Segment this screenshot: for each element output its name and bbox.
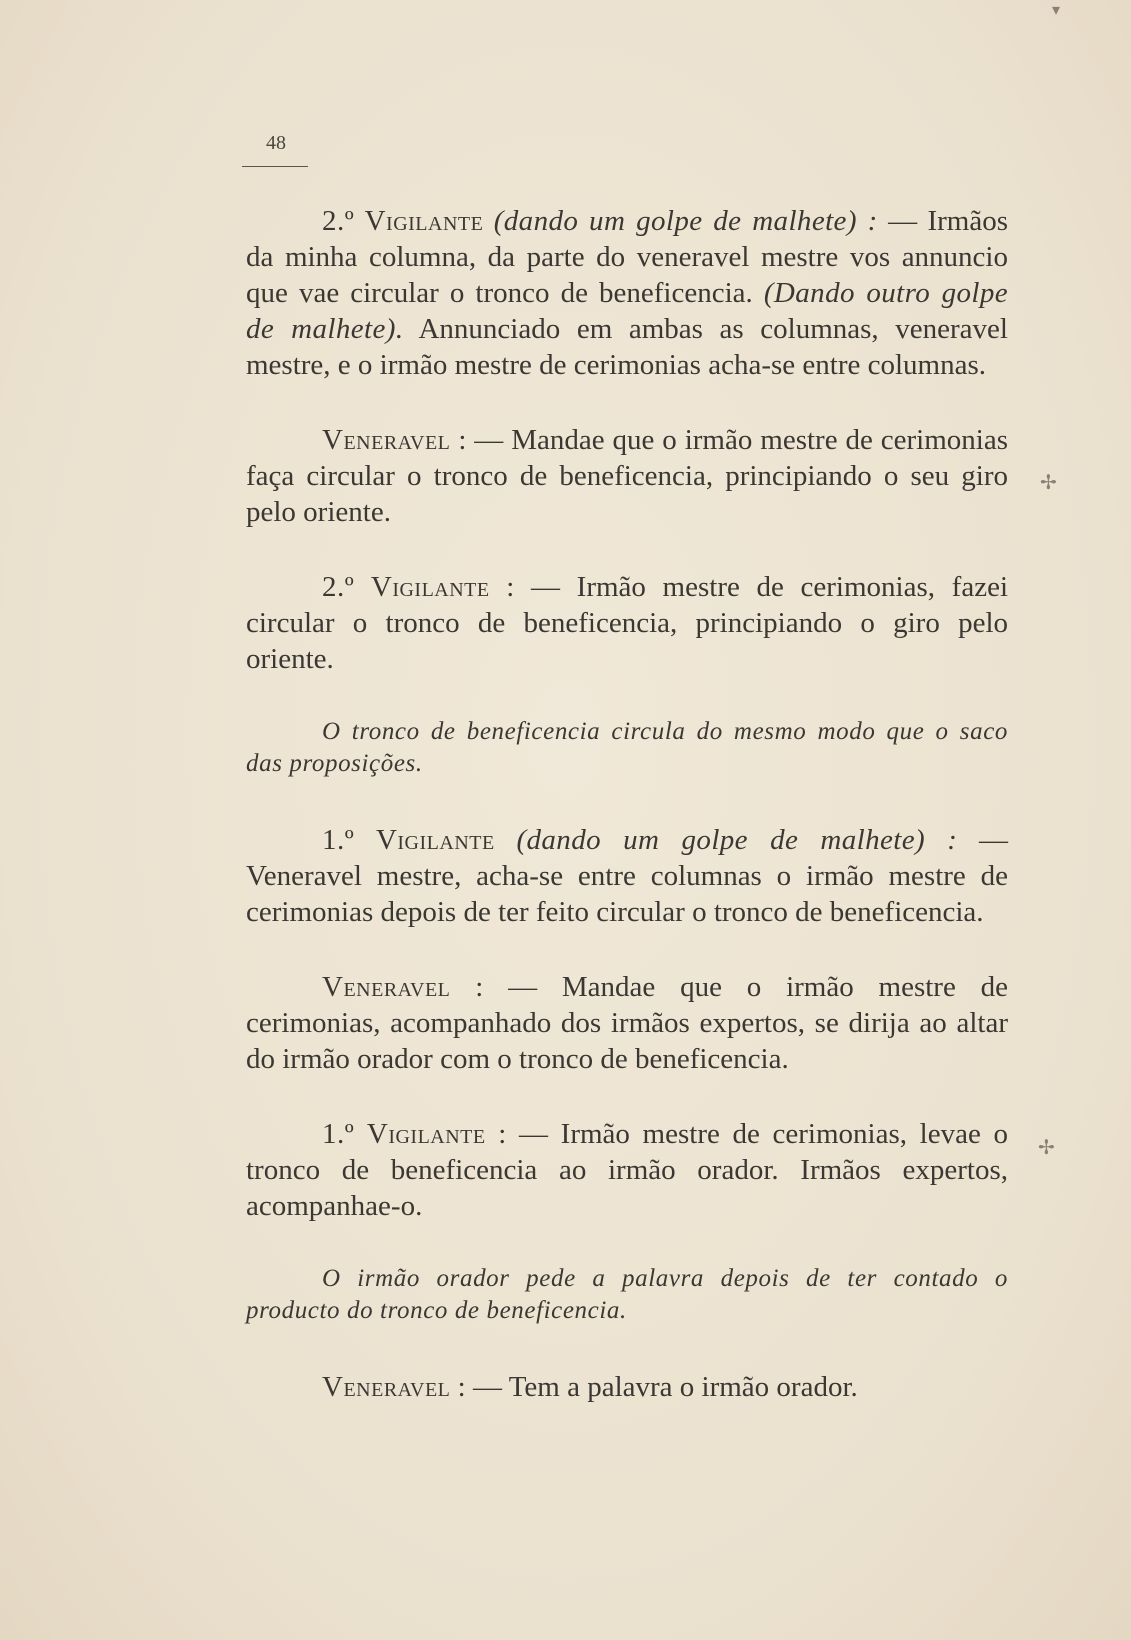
- speech-text: Mandae que o irmão mestre de cerimonias, acompanhado dos irmãos expertos, se dirija ao altar do irmão orador com o tronco de beneficencia.: [246, 971, 1009, 1075]
- paragraph-6: [246, 969, 1008, 1077]
- speech-text: Irmãos da minha columna, da parte do veneravel mestre vos annuncio que vae circular o tronco de beneficencia.: [246, 205, 1008, 309]
- separator: : —: [450, 424, 512, 456]
- speech-text: Annunciado em ambas as columnas, veneravel mestre, e o irmão mestre de cerimonias acha-se entre columnas.: [246, 313, 1008, 381]
- stage-direction: (dando um golpe de malhete) :: [493, 205, 878, 237]
- paper-blemish: ▾: [1052, 2, 1061, 19]
- paragraph-1: [246, 203, 1008, 383]
- text-column: [246, 203, 1008, 1444]
- speaker-name: 2.º Vigilante: [322, 571, 490, 603]
- paragraph-3: [246, 569, 1008, 677]
- paper-blemish: ✢: [1040, 472, 1057, 494]
- stage-direction-paragraph: [246, 1263, 1008, 1327]
- separator: : —: [450, 1371, 509, 1403]
- paragraph-5: [246, 822, 1008, 930]
- stage-direction: (Dando outro golpe de malhete).: [246, 277, 1009, 345]
- speech-text: Mandae que o irmão mestre de cerimonias faça circular o tronco de beneficencia, principiando o seu giro pelo oriente.: [246, 424, 1008, 528]
- speech-text: Irmão mestre de cerimonias, levae o tronco de beneficencia ao irmão orador. Irmãos expertos, acompanhae-o.: [246, 1118, 1008, 1222]
- speaker-name: Veneravel: [322, 971, 451, 1003]
- stage-direction-paragraph: [246, 716, 1008, 780]
- paragraph-7: [246, 1116, 1008, 1224]
- page-number: 48: [266, 132, 286, 154]
- speaker-name: Veneravel: [322, 424, 451, 456]
- speech-text: Veneravel mestre, acha-se entre columnas o irmão mestre de cerimonias depois de ter feito circular o tronco de beneficencia.: [246, 860, 1008, 928]
- paragraph-2: [246, 422, 1008, 530]
- speaker-name: 2.º Vigilante: [322, 205, 484, 237]
- separator: : —: [485, 1118, 561, 1150]
- dash: —: [877, 205, 928, 237]
- paper-blemish: ✢: [1038, 1137, 1055, 1159]
- speaker-name: Veneravel: [322, 1371, 451, 1403]
- page-number-rule: [242, 166, 308, 167]
- speech-text: Tem a palavra o irmão orador.: [508, 1371, 858, 1403]
- speech-text: Irmão mestre de cerimonias, fazei circular o tronco de beneficencia, principiando o giro pelo oriente.: [246, 571, 1008, 675]
- paragraph-9: [246, 1369, 1008, 1405]
- separator: : —: [450, 971, 562, 1003]
- stage-text: O irmão orador pede a palavra depois de ter contado o producto do tronco de beneficencia.: [246, 1265, 1008, 1324]
- stage-direction: (dando um golpe de malhete) :: [516, 824, 958, 856]
- speaker-name: 1.º Vigilante: [322, 1118, 486, 1150]
- separator: : —: [489, 571, 577, 603]
- stage-text: O tronco de beneficencia circula do mesmo modo que o saco das proposições.: [246, 718, 1008, 777]
- dash: —: [957, 824, 1009, 856]
- speaker-name: 1.º Vigilante: [322, 824, 495, 856]
